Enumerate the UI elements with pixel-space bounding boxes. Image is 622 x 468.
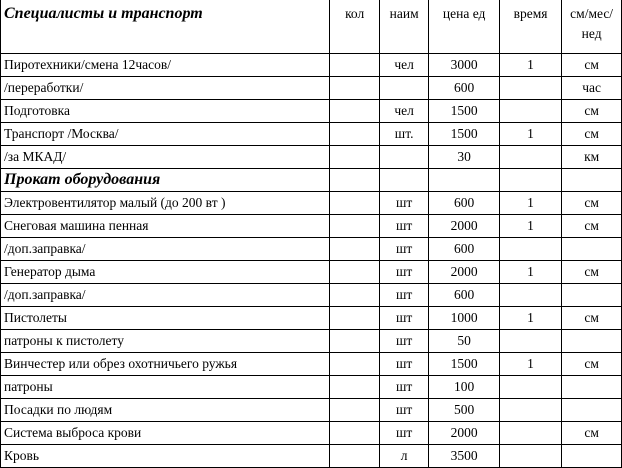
column-header-unit: наим bbox=[379, 0, 429, 54]
item-name-cell: Подготовка bbox=[1, 100, 330, 123]
item-name-cell: патроны bbox=[1, 376, 330, 399]
qty-cell bbox=[330, 353, 379, 376]
period-cell: см bbox=[562, 54, 622, 77]
time-cell bbox=[499, 330, 561, 353]
unit-cell: чел bbox=[379, 54, 429, 77]
empty-cell bbox=[429, 169, 499, 192]
period-cell: см bbox=[562, 261, 622, 284]
item-name-cell: /за МКАД/ bbox=[1, 146, 330, 169]
unit-cell bbox=[379, 77, 429, 100]
period-cell: см bbox=[562, 422, 622, 445]
period-cell bbox=[562, 376, 622, 399]
time-cell bbox=[499, 376, 561, 399]
table-row bbox=[1, 238, 622, 261]
unit-cell: чел bbox=[379, 100, 429, 123]
time-cell bbox=[499, 77, 561, 100]
qty-cell bbox=[330, 284, 379, 307]
qty-cell bbox=[330, 261, 379, 284]
price-cell: 100 bbox=[429, 376, 499, 399]
qty-cell bbox=[330, 399, 379, 422]
unit-cell bbox=[379, 146, 429, 169]
qty-cell bbox=[330, 146, 379, 169]
column-header-period bbox=[562, 0, 622, 54]
period-cell bbox=[562, 445, 622, 468]
item-name-cell: /доп.заправка/ bbox=[1, 238, 330, 261]
time-cell: 1 bbox=[499, 261, 561, 284]
period-cell: см bbox=[562, 100, 622, 123]
empty-cell bbox=[379, 169, 429, 192]
time-cell bbox=[499, 399, 561, 422]
table-row bbox=[1, 445, 622, 468]
table-row bbox=[1, 376, 622, 399]
time-cell bbox=[499, 146, 561, 169]
time-cell bbox=[499, 238, 561, 261]
item-name-cell: Винчестер или обрез охотничьего ружья bbox=[1, 353, 330, 376]
period-cell bbox=[562, 238, 622, 261]
period-cell: см bbox=[562, 192, 622, 215]
qty-cell bbox=[330, 192, 379, 215]
item-name-cell: Кровь bbox=[1, 445, 330, 468]
price-cell: 3000 bbox=[429, 54, 499, 77]
period-cell: см bbox=[562, 215, 622, 238]
item-name-cell: Снеговая машина пенная bbox=[1, 215, 330, 238]
price-cell: 1500 bbox=[429, 123, 499, 146]
item-name-cell: /доп.заправка/ bbox=[1, 284, 330, 307]
price-cell: 1500 bbox=[429, 353, 499, 376]
price-cell: 1000 bbox=[429, 307, 499, 330]
unit-cell: шт bbox=[379, 353, 429, 376]
empty-cell bbox=[330, 169, 379, 192]
qty-cell bbox=[330, 376, 379, 399]
unit-cell: шт bbox=[379, 238, 429, 261]
table-row bbox=[1, 100, 622, 123]
empty-cell bbox=[499, 169, 561, 192]
time-cell: 1 bbox=[499, 54, 561, 77]
column-header-time: время bbox=[499, 0, 561, 54]
column-header-period-line1: см/мес/ bbox=[570, 6, 614, 21]
period-cell: см bbox=[562, 353, 622, 376]
item-name-cell: Пиротехники/смена 12часов/ bbox=[1, 54, 330, 77]
table-row bbox=[1, 353, 622, 376]
price-cell: 50 bbox=[429, 330, 499, 353]
time-cell: 1 bbox=[499, 215, 561, 238]
price-cell: 3500 bbox=[429, 445, 499, 468]
section-title-equipment: Прокат оборудования bbox=[1, 169, 330, 192]
period-cell bbox=[562, 399, 622, 422]
table-row bbox=[1, 422, 622, 445]
qty-cell bbox=[330, 422, 379, 445]
table-row bbox=[1, 307, 622, 330]
unit-cell: шт bbox=[379, 261, 429, 284]
period-cell: см bbox=[562, 307, 622, 330]
table-row bbox=[1, 330, 622, 353]
qty-cell bbox=[330, 215, 379, 238]
column-header-qty: кол bbox=[330, 0, 379, 54]
time-cell: 1 bbox=[499, 192, 561, 215]
price-cell: 2000 bbox=[429, 422, 499, 445]
period-cell bbox=[562, 330, 622, 353]
qty-cell bbox=[330, 54, 379, 77]
period-cell bbox=[562, 284, 622, 307]
column-header-period-line2: нед bbox=[581, 26, 602, 41]
item-name-cell: Генератор дыма bbox=[1, 261, 330, 284]
qty-cell bbox=[330, 445, 379, 468]
item-name-cell: Транспорт /Москва/ bbox=[1, 123, 330, 146]
item-name-cell: патроны к пистолету bbox=[1, 330, 330, 353]
empty-cell bbox=[562, 169, 622, 192]
price-cell: 600 bbox=[429, 284, 499, 307]
qty-cell bbox=[330, 330, 379, 353]
qty-cell bbox=[330, 77, 379, 100]
table-row bbox=[1, 284, 622, 307]
price-cell: 1500 bbox=[429, 100, 499, 123]
column-header-price: цена ед bbox=[429, 0, 499, 54]
header-row bbox=[1, 0, 622, 54]
price-cell: 600 bbox=[429, 192, 499, 215]
time-cell bbox=[499, 445, 561, 468]
table-row bbox=[1, 215, 622, 238]
qty-cell bbox=[330, 307, 379, 330]
table-row bbox=[1, 399, 622, 422]
time-cell: 1 bbox=[499, 123, 561, 146]
period-cell: час bbox=[562, 77, 622, 100]
time-cell: 1 bbox=[499, 307, 561, 330]
price-cell: 2000 bbox=[429, 261, 499, 284]
item-name-cell: Пистолеты bbox=[1, 307, 330, 330]
table-row bbox=[1, 123, 622, 146]
time-cell: 1 bbox=[499, 353, 561, 376]
qty-cell bbox=[330, 123, 379, 146]
unit-cell: шт bbox=[379, 399, 429, 422]
unit-cell: шт bbox=[379, 376, 429, 399]
table-row bbox=[1, 192, 622, 215]
unit-cell: л bbox=[379, 445, 429, 468]
unit-cell: шт bbox=[379, 422, 429, 445]
unit-cell: шт bbox=[379, 284, 429, 307]
qty-cell bbox=[330, 100, 379, 123]
unit-cell: шт bbox=[379, 307, 429, 330]
time-cell bbox=[499, 100, 561, 123]
price-cell: 2000 bbox=[429, 215, 499, 238]
period-cell: км bbox=[562, 146, 622, 169]
section-title-specialists: Специалисты и транспорт bbox=[1, 0, 330, 54]
unit-cell: шт bbox=[379, 215, 429, 238]
table-row bbox=[1, 146, 622, 169]
unit-cell: шт bbox=[379, 192, 429, 215]
price-cell: 600 bbox=[429, 238, 499, 261]
price-cell: 30 bbox=[429, 146, 499, 169]
table-row bbox=[1, 261, 622, 284]
item-name-cell: Система выброса крови bbox=[1, 422, 330, 445]
unit-cell: шт. bbox=[379, 123, 429, 146]
qty-cell bbox=[330, 238, 379, 261]
item-name-cell: Посадки по людям bbox=[1, 399, 330, 422]
table-row bbox=[1, 54, 622, 77]
item-name-cell: Электровентилятор малый (до 200 вт ) bbox=[1, 192, 330, 215]
time-cell bbox=[499, 284, 561, 307]
unit-cell: шт bbox=[379, 330, 429, 353]
item-name-cell: /переработки/ bbox=[1, 77, 330, 100]
price-cell: 600 bbox=[429, 77, 499, 100]
price-cell: 500 bbox=[429, 399, 499, 422]
time-cell bbox=[499, 422, 561, 445]
table-row bbox=[1, 77, 622, 100]
section-header-row bbox=[1, 169, 622, 192]
period-cell: см bbox=[562, 123, 622, 146]
